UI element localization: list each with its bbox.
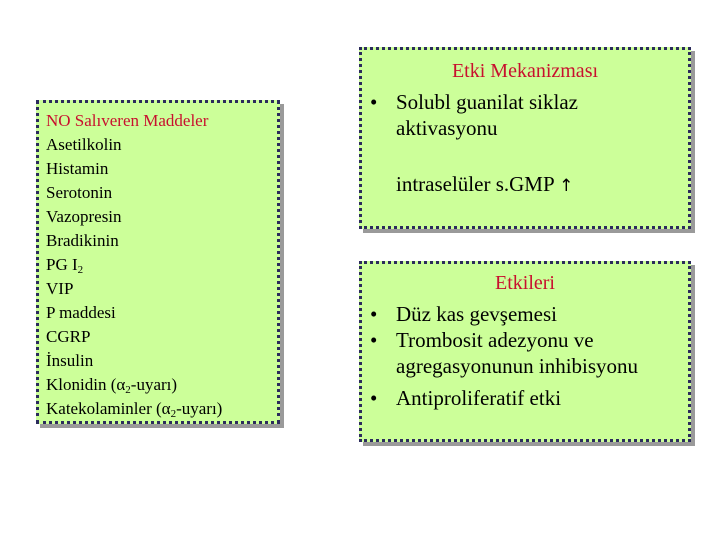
effects-box [359, 261, 691, 442]
mechanism-result [362, 171, 688, 199]
list-item-katekolaminler [46, 397, 277, 421]
bullet-icon: • [370, 302, 378, 326]
pg-subscript: 2 [77, 264, 84, 276]
list-item-pg-i2 [46, 253, 277, 277]
bullet-icon: • [370, 386, 378, 410]
mechanism-line-2: aktivasyonu [396, 116, 498, 140]
pg-base: PG I [46, 255, 78, 274]
alpha-subscript: 2 [125, 384, 131, 396]
effects-item-2-line-1: Trombosit adezyonu ve [396, 328, 594, 352]
effects-item-2 [362, 327, 688, 379]
effects-item-2-line-2: agregasyonunun inhibisyonu [396, 354, 639, 378]
mechanism-line-1: Solubl guanilat siklaz [396, 90, 578, 114]
effects-item-1 [362, 301, 688, 327]
effects-title: Etkileri [495, 272, 555, 294]
mechanism-title: Etki Mekanizması [451, 60, 599, 82]
list-item: P maddesi [46, 303, 116, 322]
mechanism-bullet-item [362, 89, 688, 141]
mechanism-box [359, 47, 691, 229]
list-item: Vazopresin [46, 207, 122, 226]
effects-item-1-text: Düz kas gevşemesi [396, 302, 557, 326]
list-item: VIP [46, 279, 74, 298]
no-releasing-title: NO Salıveren Maddeler [46, 111, 209, 130]
list-item: Histamin [46, 159, 109, 178]
effects-item-3-text: Antiproliferatif etki [396, 386, 562, 410]
katekol-suffix: -uyarı) [176, 399, 223, 418]
up-arrow-icon: ↑ [559, 176, 574, 196]
bullet-icon: • [370, 90, 378, 114]
list-item-klonidin [46, 373, 277, 397]
alpha-symbol: α [116, 375, 126, 394]
klonidin-suffix: -uyarı) [130, 375, 178, 394]
bullet-icon: • [370, 328, 378, 352]
list-item: İnsulin [46, 351, 94, 370]
list-item: Asetilkolin [46, 135, 122, 154]
list-item: Serotonin [46, 183, 113, 202]
klonidin-prefix: Klonidin ( [46, 375, 117, 394]
list-item: CGRP [46, 327, 91, 346]
no-releasing-substances-box [36, 100, 280, 424]
result-text: intraselüler s.GMP [396, 172, 554, 196]
alpha-subscript: 2 [170, 408, 177, 420]
list-item: Bradikinin [46, 231, 119, 250]
effects-item-3 [362, 385, 688, 411]
katekol-prefix: Katekolaminler ( [46, 399, 162, 418]
alpha-symbol: α [161, 399, 171, 418]
